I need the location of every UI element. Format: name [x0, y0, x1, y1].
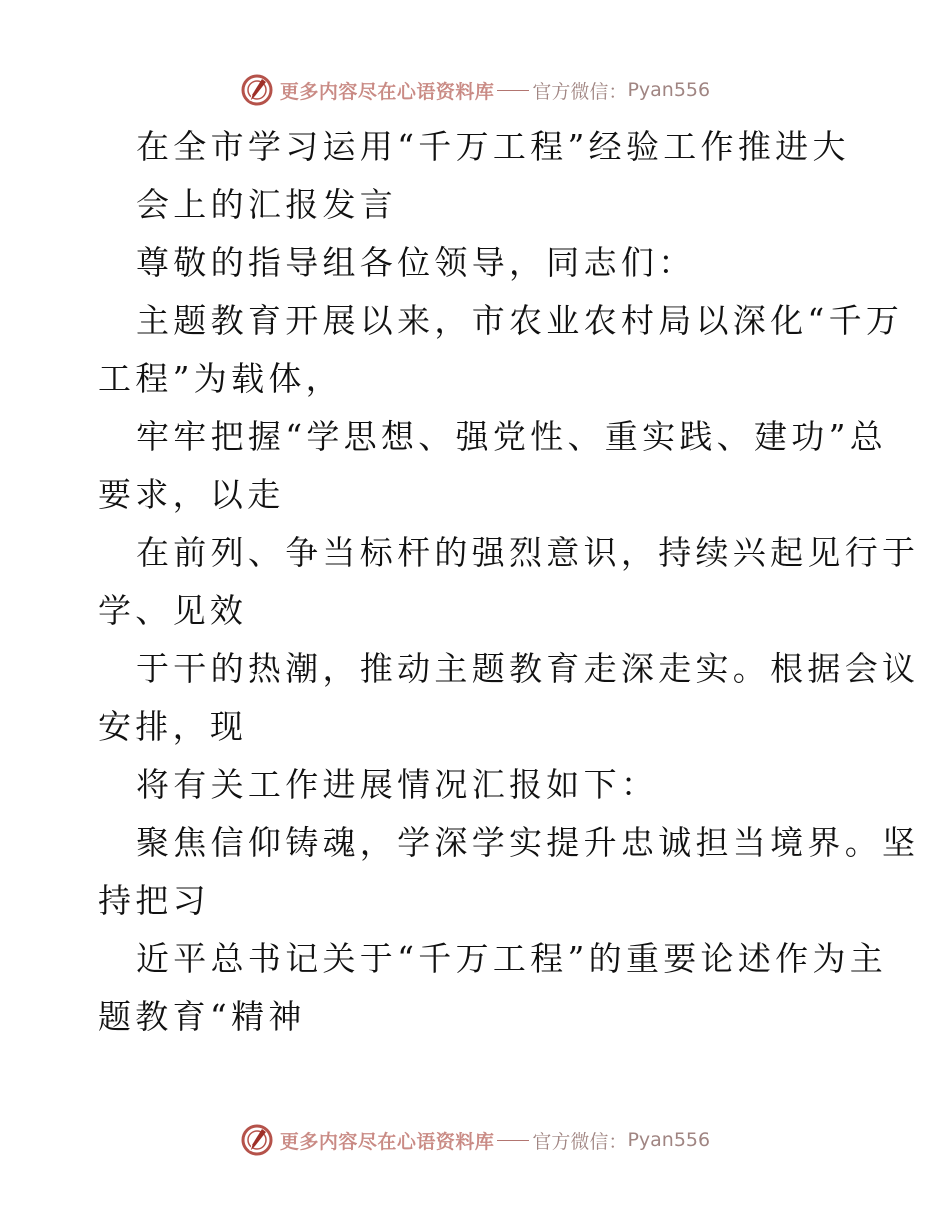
footer-watermark: [0, 1120, 950, 1160]
text-line: 尊敬的指导组各位领导，同志们：: [136, 243, 696, 282]
text-line: 于干的热潮，推动主题教育走深走实。根据会议: [136, 649, 920, 688]
text-line: 会上的汇报发言: [136, 185, 398, 224]
text-line: 要求，以走: [98, 475, 285, 514]
watermark-label: 官方微信：: [532, 1130, 628, 1153]
text-line: 在全市学习运用“千万工程”经验工作推进大: [136, 127, 850, 166]
document-body: [98, 118, 920, 1046]
watermark-dash: [497, 90, 529, 91]
text-line: 主题教育开展以来，市农业农村局以深化“千万: [136, 301, 904, 340]
text-line: 学、见效: [98, 591, 248, 630]
text-line: 题教育“精神: [98, 997, 306, 1036]
watermark-brand: 更多内容尽在心语资料库: [279, 80, 495, 103]
watermark-account: Pyan556: [627, 1129, 711, 1151]
text-line: 牢牢把握“学思想、强党性、重实践、建功”总: [136, 417, 888, 456]
text-line: 近平总书记关于“千万工程”的重要论述作为主: [136, 939, 888, 978]
text-line: 聚焦信仰铸魂，学深学实提升忠诚担当境界。坚: [136, 823, 920, 862]
text-line: 工程”为载体，: [98, 359, 343, 398]
header-watermark: [0, 70, 950, 110]
quill-pen-icon: [240, 1123, 274, 1157]
watermark-account: Pyan556: [627, 79, 711, 101]
watermark-brand: 更多内容尽在心语资料库: [279, 1130, 495, 1153]
watermark-dash: [497, 1140, 529, 1141]
text-line: 在前列、争当标杆的强烈意识，持续兴起见行于: [136, 533, 920, 572]
text-line: 安排，现: [98, 707, 248, 746]
watermark-label: 官方微信：: [532, 80, 628, 103]
text-line: 将有关工作进展情况汇报如下：: [136, 765, 659, 804]
text-line: 持把习: [98, 881, 210, 920]
quill-pen-icon: [240, 73, 274, 107]
